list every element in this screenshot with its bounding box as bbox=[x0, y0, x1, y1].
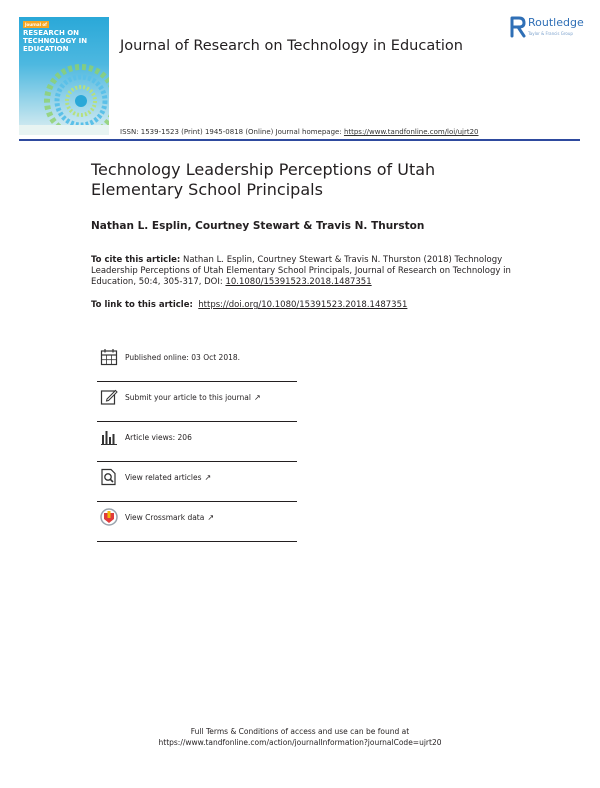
link-label: To link to this article: bbox=[91, 300, 193, 310]
citation-text: Nathan L. Esplin, Courtney Stewart & Travis N. Thurston (2018) Technology Leadership Perceptions of Utah Elementary School Principals, Journal of Research on Technology in Education, 50:4, 305-317, DOI: bbox=[91, 255, 511, 287]
bar-chart-icon bbox=[100, 428, 118, 446]
terms-footer bbox=[0, 726, 600, 748]
article-views-text: Article views: 206 bbox=[125, 433, 192, 442]
journal-homepage-link[interactable]: https://www.tandfonline.com/loi/ujrt20 bbox=[343, 128, 479, 136]
publisher-logo bbox=[510, 16, 584, 42]
cover-tag: Journal of bbox=[25, 22, 47, 27]
article-link-line bbox=[91, 300, 407, 310]
doi-link[interactable]: 10.1080/15391523.2018.1487351 bbox=[225, 277, 372, 287]
published-online-row bbox=[97, 342, 297, 382]
edit-icon bbox=[100, 388, 118, 406]
publisher-name: Routledge bbox=[528, 16, 584, 29]
external-link-icon: ↗ bbox=[204, 473, 212, 482]
issn-line bbox=[120, 128, 479, 136]
publisher-tagline: Taylor & Francis Group bbox=[528, 31, 573, 36]
submit-article-text: Submit your article to this journal bbox=[125, 393, 251, 402]
terms-text: Full Terms & Conditions of access and use can be found at bbox=[190, 727, 410, 736]
article-authors: Nathan L. Esplin, Courtney Stewart & Travis N. Thurston bbox=[91, 220, 425, 232]
citation-label: To cite this article: bbox=[91, 255, 181, 265]
search-document-icon bbox=[100, 468, 118, 486]
related-articles-row[interactable] bbox=[97, 462, 297, 502]
journal-cover-image bbox=[19, 17, 109, 135]
article-views-row bbox=[97, 422, 297, 462]
crossmark-icon bbox=[100, 508, 118, 526]
crossmark-link[interactable] bbox=[125, 513, 214, 522]
header-divider bbox=[19, 139, 580, 141]
related-articles-text: View related articles bbox=[125, 473, 202, 482]
article-doi-url[interactable]: https://doi.org/10.1080/15391523.2018.1487351 bbox=[198, 300, 408, 310]
terms-url[interactable]: https://www.tandfonline.com/action/journalInformation?journalCode=ujrt20 bbox=[158, 738, 442, 747]
external-link-icon: ↗ bbox=[253, 393, 261, 402]
calendar-icon bbox=[100, 348, 118, 366]
citation-block bbox=[91, 255, 521, 288]
published-online-text: Published online: 03 Oct 2018. bbox=[125, 353, 241, 362]
submit-article-row[interactable] bbox=[97, 382, 297, 422]
routledge-logo-icon bbox=[510, 16, 526, 38]
cover-title: RESEARCH ON TECHNOLOGY IN EDUCATION bbox=[23, 29, 88, 53]
crossmark-row[interactable] bbox=[97, 502, 297, 542]
related-articles-link[interactable] bbox=[125, 473, 211, 482]
journal-title[interactable]: Journal of Research on Technology in Education bbox=[120, 38, 463, 54]
external-link-icon: ↗ bbox=[207, 513, 215, 522]
crossmark-text: View Crossmark data bbox=[125, 513, 205, 522]
article-title: Technology Leadership Perceptions of Utah Elementary School Principals bbox=[91, 160, 436, 199]
issn-text: ISSN: 1539-1523 (Print) 1945-0818 (Online) Journal homepage: bbox=[120, 128, 344, 136]
submit-article-link[interactable] bbox=[125, 393, 261, 402]
